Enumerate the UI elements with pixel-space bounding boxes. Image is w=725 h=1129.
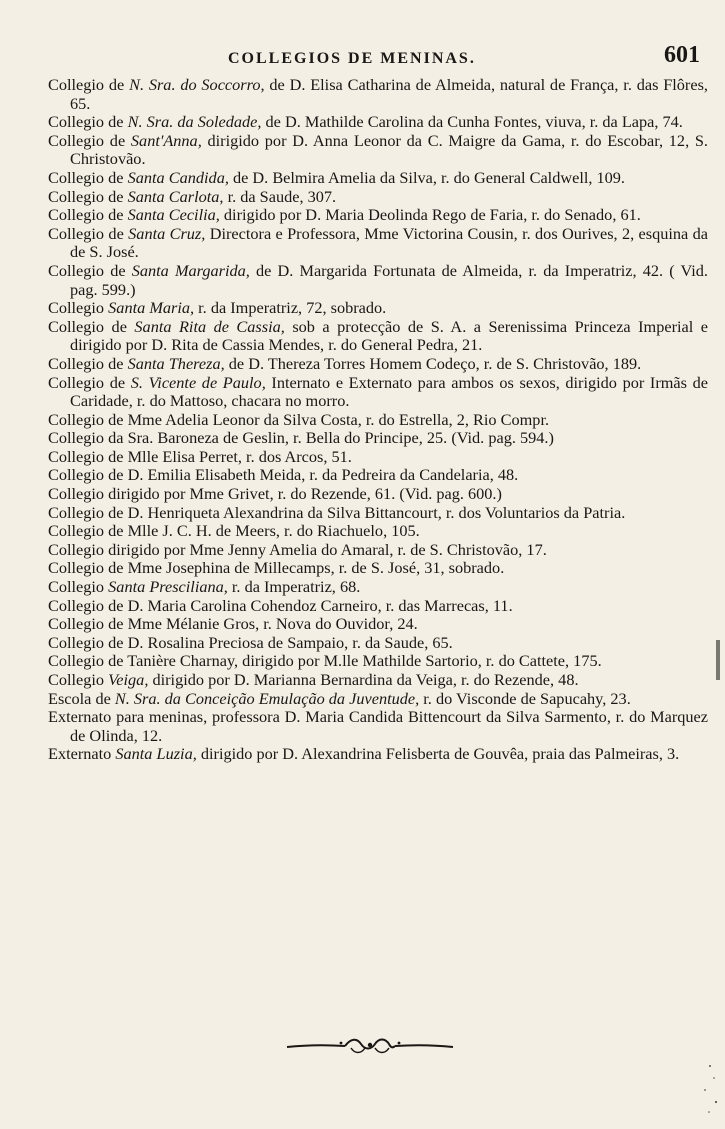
- college-entry: [48, 522, 708, 541]
- entry-text-lead: Collegio de Mlle Elisa Perret, r. dos Arcos, 51.: [48, 446, 352, 466]
- entry-institution-name: Santa Carlota,: [127, 186, 224, 206]
- college-entry: [48, 466, 708, 485]
- entry-institution-name: Santa Presciliana,: [108, 577, 228, 597]
- entry-text-details: r. do Visconde de Sapucahy, 23.: [419, 688, 631, 708]
- college-entry: [48, 485, 708, 504]
- entry-institution-name: Santa Thereza,: [127, 353, 225, 373]
- entry-text-details: r. da Saude, 307.: [223, 186, 337, 206]
- entry-text-details: de D. Thereza Torres Homem Codeço, r. de S. Christovão, 189.: [224, 353, 642, 373]
- college-entry: [48, 113, 708, 132]
- entry-text-lead: Collegio de: [48, 75, 130, 94]
- margin-mark: [716, 640, 720, 680]
- entry-text-details: dirigido por D. Alexandrina Felisberta de Gouvêa, praia das Palmeiras, 3.: [196, 744, 680, 764]
- entry-text-details: sob a protecção de S. A. a Serenissima Princeza Imperial e dirigido por D. Rita de Cassia Mendes, r. do General Pedra, 21.: [70, 316, 708, 355]
- entry-text-lead: Collegio de Tanière Charnay, dirigido por M.lle Mathilde Sartorio, r. do Cattete, 175.: [48, 651, 602, 671]
- entry-text-lead: Collegio de: [48, 112, 128, 132]
- college-entry: [48, 615, 708, 634]
- college-entry: [48, 597, 708, 616]
- college-entry: [48, 745, 708, 764]
- entry-institution-name: Santa Candida,: [127, 167, 229, 187]
- college-entry: [48, 225, 708, 262]
- entry-text-lead: Collegio da Sra. Baroneza de Geslin, r. Bella do Principe, 25. (Vid. pag. 594.): [48, 428, 554, 448]
- entry-text-lead: Collegio de: [48, 372, 131, 392]
- college-entry: [48, 188, 708, 207]
- college-entry: [48, 132, 708, 169]
- entry-text-details: Internato e Externato para ambos os sexos, dirigido por Irmãs de Caridade, r. do Mattoso, chacara no morro.: [70, 372, 708, 411]
- entry-text-lead: Collegio de: [48, 316, 135, 336]
- college-entry: [48, 578, 708, 597]
- college-entry: [48, 299, 708, 318]
- entry-text-lead: Collegio de: [48, 205, 128, 225]
- college-entry: [48, 708, 708, 745]
- entry-text-lead: Collegio de: [48, 130, 131, 150]
- entry-institution-name: Veiga,: [108, 670, 149, 689]
- entry-text-details: dirigido por D. Marianna Bernardina da Veiga, r. do Rezende, 48.: [148, 670, 579, 689]
- entry-text-lead: Collegio de: [48, 167, 128, 187]
- entry-institution-name: N. Sra. do Soccorro,: [129, 75, 265, 94]
- entry-text-lead: Collegio de Mlle J. C. H. de Meers, r. do Riachuelo, 105.: [48, 521, 420, 541]
- entry-institution-name: Sant'Anna,: [130, 130, 202, 150]
- entry-text-lead: Collegio de D. Rosalina Preciosa de Sampaio, r. da Saude, 65.: [48, 632, 453, 652]
- college-entry: [48, 262, 708, 299]
- entry-text-details: de D. Mathilde Carolina da Cunha Fontes, viuva, r. da Lapa, 74.: [261, 112, 683, 132]
- entry-text-details: dirigido por D. Maria Deolinda Rego de Faria, r. do Senado, 61.: [219, 205, 641, 225]
- entry-text-lead: Collegio: [48, 577, 109, 597]
- entry-text-lead: Collegio dirigido por Mme Jenny Amelia do Amaral, r. de S. Christovão, 17.: [48, 539, 547, 559]
- entry-text-details: r. da Imperatriz, 68.: [227, 577, 361, 597]
- entry-text-lead: Collegio de D. Emilia Elisabeth Meida, r. da Pedreira da Candelaria, 48.: [48, 465, 519, 485]
- entry-text-lead: Escola de: [48, 688, 115, 708]
- page-header: [0, 42, 725, 76]
- entry-institution-name: S. Vicente de Paulo,: [130, 372, 266, 392]
- entry-institution-name: Santa Rita de Cassia,: [134, 316, 285, 336]
- entry-institution-name: N. Sra. da Soledade,: [127, 112, 262, 132]
- college-list: [48, 76, 708, 764]
- entry-text-lead: Collegio de Mme Adelia Leonor da Silva Costa, r. do Estrella, 2, Rio Compr.: [48, 409, 550, 429]
- entry-text-lead: Collegio de Mme Josephina de Millecamps, r. de S. José, 31, sobrado.: [48, 558, 505, 578]
- entry-text-details: de D. Margarida Fortunata de Almeida, r. da Imperatriz, 42. ( Vid. pag. 599.): [70, 260, 708, 299]
- entry-text-details: de D. Elisa Catharina de Almeida, natural de França, r. das Flôres, 65.: [70, 75, 708, 113]
- college-entry: [48, 318, 708, 355]
- entry-text-lead: Externato: [48, 744, 116, 764]
- entry-text-lead: Collegio de D. Henriqueta Alexandrina da Silva Bittancourt, r. dos Voluntarios da Patria.: [48, 502, 626, 522]
- paper-specks: [690, 1060, 720, 1120]
- running-title: COLLEGIOS DE MENINAS.: [228, 50, 476, 67]
- college-entry: [48, 504, 708, 523]
- college-entry: [48, 206, 708, 225]
- entry-text-details: de D. Belmira Amelia da Silva, r. do General Caldwell, 109.: [228, 167, 626, 187]
- entry-text-lead: Collegio de: [48, 353, 128, 373]
- college-entry: [48, 541, 708, 560]
- entry-institution-name: Santa Luzia,: [115, 744, 197, 764]
- college-entry: [48, 634, 708, 653]
- college-entry: [48, 559, 708, 578]
- entry-text-lead: Collegio de: [48, 223, 129, 243]
- entry-text-lead: Collegio de D. Maria Carolina Cohendoz Carneiro, r. das Marrecas, 11.: [48, 595, 513, 615]
- entry-institution-name: Santa Maria,: [108, 298, 195, 318]
- college-entry: [48, 76, 708, 113]
- entry-text-lead: Collegio de: [48, 260, 132, 280]
- entry-text-lead: Collegio de Mme Mélanie Gros, r. Nova do Ouvidor, 24.: [48, 614, 418, 634]
- college-entry: [48, 429, 708, 448]
- college-entry: [48, 374, 708, 411]
- entry-text-lead: Externato para meninas, professora D. Maria Candida Bittencourt da Silva Sarmento, r. do Marquez de Olinda, 12.: [48, 707, 708, 745]
- college-entry: [48, 690, 708, 709]
- entry-text-lead: Collegio: [48, 298, 109, 318]
- entry-institution-name: Santa Margarida,: [131, 260, 250, 280]
- entry-institution-name: Santa Cruz,: [128, 223, 206, 243]
- page-number: 601: [664, 42, 700, 68]
- entry-institution-name: Santa Cecilia,: [127, 205, 220, 225]
- entry-text-lead: Collegio: [48, 670, 109, 689]
- decorative-ornament-icon: [285, 1034, 455, 1058]
- entry-text-details: dirigido por D. Anna Leonor da C. Maigre da Gama, r. do Escobar, 12, S. Christovão.: [70, 130, 708, 169]
- college-entry: [48, 169, 708, 188]
- college-entry: [48, 652, 708, 671]
- entry-text-lead: Collegio dirigido por Mme Grivet, r. do Rezende, 61. (Vid. pag. 600.): [48, 484, 502, 504]
- college-entry: [48, 671, 708, 690]
- college-entry: [48, 355, 708, 374]
- entry-text-lead: Collegio de: [48, 186, 128, 206]
- college-entry: [48, 411, 708, 430]
- entry-institution-name: N. Sra. da Conceição Emulação da Juventude,: [114, 688, 420, 708]
- college-entry: [48, 448, 708, 467]
- entry-text-details: r. da Imperatriz, 72, sobrado.: [194, 298, 387, 318]
- entry-text-details: Directora e Professora, Mme Victorina Cousin, r. dos Ourives, 2, esquina da de S. José.: [70, 223, 708, 262]
